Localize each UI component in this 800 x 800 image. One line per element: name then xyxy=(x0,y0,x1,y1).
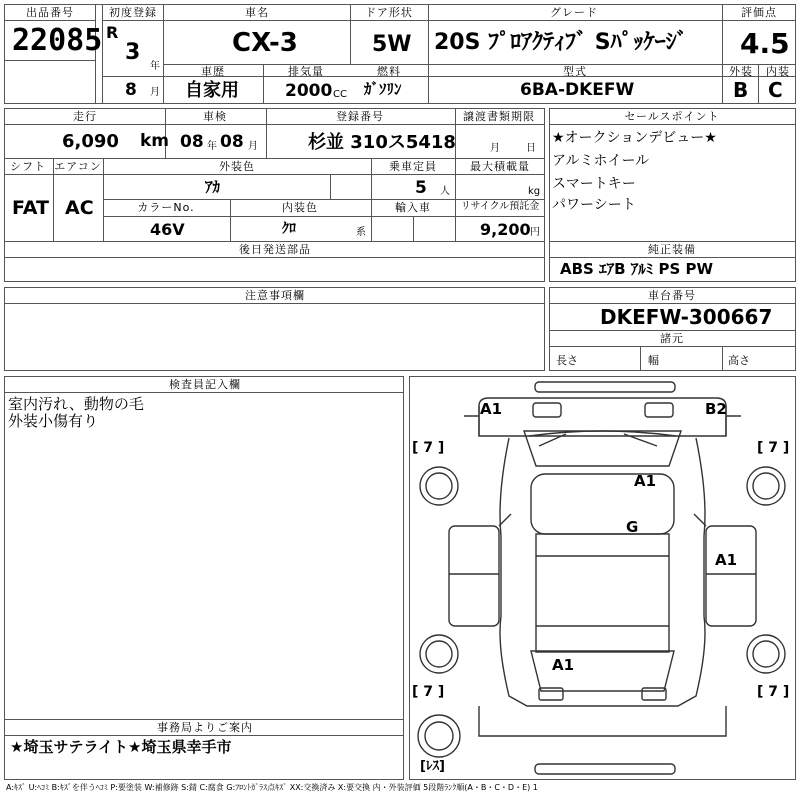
legend-text: A:ｷｽﾞ U:ﾍｺﾐ B:ｷｽﾞを伴うﾍｺﾐ P:要塗装 W:補修跡 S:錆 C:腐食 G:ﾌﾛﾝﾄｶﾞﾗｽ点ｷｽﾞ XX:交換済み X:要交換 内・外装評価 5段階ﾗﾝｸ順(A・B・C・D・E) 1 xyxy=(6,783,538,792)
tire-front-left: [ 7 ] xyxy=(412,440,445,456)
notes-label: 注意事項欄 xyxy=(245,289,305,302)
tire-rear-right: [ 7 ] xyxy=(757,684,790,700)
shift-value: FAT xyxy=(12,197,49,219)
inspection-label: 車検 xyxy=(203,110,227,123)
genuine-equip-label: 純正装備 xyxy=(648,243,696,256)
ext-color-label: 外装色 xyxy=(219,160,255,173)
yen-unit: 円 xyxy=(530,227,540,238)
transfer-deadline-label: 譲渡書類期限 xyxy=(463,110,535,123)
chassis-no-label: 車台番号 xyxy=(648,289,696,302)
kg-unit: kg xyxy=(528,186,541,197)
sales-point-4: パワーシート xyxy=(552,197,636,213)
recycle-value: 9,200 xyxy=(480,220,531,239)
score-label: 評価点 xyxy=(741,6,777,19)
fuel-label: 燃料 xyxy=(377,65,401,78)
aircon-value: AC xyxy=(65,197,94,219)
dimensions-label: 諸元 xyxy=(660,332,684,345)
inspector-note-1: 室内汚れ、動物の毛 xyxy=(8,395,144,413)
inspection-year-unit: 年 xyxy=(207,141,217,152)
office-notice-label: 事務局よりご案内 xyxy=(157,721,253,734)
first-reg-label: 初度登録 xyxy=(109,6,157,19)
import-label: 輸入車 xyxy=(395,201,431,214)
exterior-grade-label: 外装 xyxy=(729,65,753,78)
genuine-equip-value: ABS ｴｱB ｱﾙﾐ PS PW xyxy=(560,260,714,278)
inspector-note-2: 外装小傷有り xyxy=(8,412,99,430)
lot-no-label: 出品番号 xyxy=(26,6,74,19)
office-notice-value: ★埼玉サテライト★埼玉県幸手市 xyxy=(10,738,232,756)
first-reg-month: 8 xyxy=(125,80,137,100)
tire-rear-left: [ 7 ] xyxy=(412,684,445,700)
transfer-day-unit: 日 xyxy=(526,143,536,154)
capacity-label: 乗車定員 xyxy=(389,160,437,173)
mark-rear: A1 xyxy=(552,656,575,674)
mark-windshield: G xyxy=(626,518,639,536)
car-name-value: CX-3 xyxy=(232,28,298,58)
first-reg-year: 3 xyxy=(125,40,141,65)
car-name-label: 車名 xyxy=(245,6,269,19)
lot-no-value: 22085 xyxy=(12,23,103,58)
mark-right-side: A1 xyxy=(715,551,738,569)
fuel-value: ｶﾞｿﾘﾝ xyxy=(364,80,402,98)
interior-grade-value: C xyxy=(768,78,783,102)
score-value: 4.5 xyxy=(740,27,790,60)
car-damage-diagram xyxy=(409,376,796,780)
grade-label: グレード xyxy=(550,6,598,19)
inspection-month: 08 xyxy=(220,132,244,152)
mark-front-right: B2 xyxy=(705,400,727,418)
history-value: 自家用 xyxy=(185,80,239,101)
model-code-label: 型式 xyxy=(563,65,587,78)
reg-no-label: 登録番号 xyxy=(336,110,384,123)
month-unit: 月 xyxy=(150,87,160,98)
tire-spare: [ﾚｽ] xyxy=(420,759,445,774)
cc-unit: CC xyxy=(333,89,347,100)
chassis-no-value: DKEFW-300667 xyxy=(600,305,773,329)
displacement-value: 2000 xyxy=(285,81,333,101)
int-color-value: ｸﾛ xyxy=(282,221,296,237)
door-type-label: ドア形状 xyxy=(365,6,413,19)
mark-roof: A1 xyxy=(634,472,657,490)
model-code-value: 6BA-DKEFW xyxy=(520,80,635,100)
inspector-label: 検査員記入欄 xyxy=(169,378,241,391)
interior-grade-label: 内装 xyxy=(766,65,790,78)
max-load-label: 最大積載量 xyxy=(470,160,530,173)
sales-point-2: アルミホイール xyxy=(552,153,650,169)
sales-point-1: ★オークションデビュー★ xyxy=(552,130,717,146)
transfer-month-unit: 月 xyxy=(490,143,500,154)
sales-point-label: セールスポイント xyxy=(624,110,720,123)
recycle-label: リサイクル預託金 xyxy=(460,201,540,212)
height-label: 高さ xyxy=(728,354,750,367)
people-unit: 人 xyxy=(440,186,450,197)
year-unit: 年 xyxy=(150,61,160,72)
mark-front-left: A1 xyxy=(480,400,503,418)
color-no-value: 46V xyxy=(150,220,185,239)
km-unit: km xyxy=(140,131,170,151)
era-letter: R xyxy=(106,23,119,42)
length-label: 長さ xyxy=(556,354,578,367)
tire-front-right: [ 7 ] xyxy=(757,440,790,456)
int-color-label: 内装色 xyxy=(282,201,318,214)
history-label: 車歴 xyxy=(201,65,225,78)
exterior-grade-value: B xyxy=(733,78,749,102)
later-parts-label: 後日発送部品 xyxy=(239,243,311,256)
capacity-value: 5 xyxy=(415,178,427,198)
inspection-year: 08 xyxy=(180,132,204,152)
width-label: 幅 xyxy=(648,354,659,367)
shift-label: シフト xyxy=(10,160,46,173)
inspection-month-unit: 月 xyxy=(248,141,258,152)
mileage-label: 走行 xyxy=(73,110,97,123)
sales-point-3: スマートキー xyxy=(552,176,636,192)
door-type-value: 5W xyxy=(372,32,412,57)
grade-value: 20S ﾌﾟﾛｱｸﾃｨﾌﾞ Sﾊﾟｯｹｰｼﾞ xyxy=(434,30,688,55)
color-no-label: カラーNo. xyxy=(137,201,195,214)
kei-unit: 系 xyxy=(356,227,366,238)
ext-color-value: ｱｶ xyxy=(205,178,221,196)
aircon-label: エアコン xyxy=(54,160,102,173)
displacement-label: 排気量 xyxy=(288,65,324,78)
mileage-value: 6,090 xyxy=(62,131,119,152)
reg-no-value: 杉並 310ス5418 xyxy=(308,132,456,153)
